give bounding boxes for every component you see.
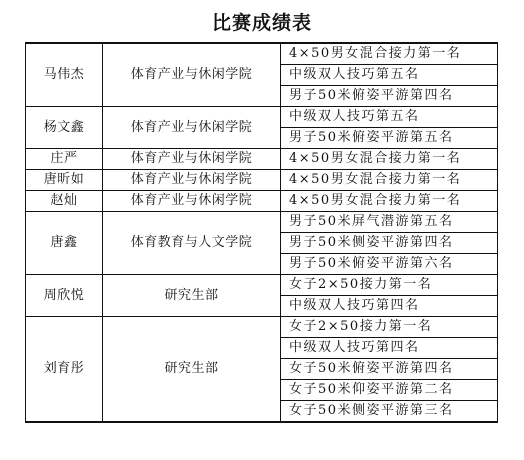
table-row — [26, 107, 498, 128]
award-cell: 女子50米俯姿平游第四名 — [281, 359, 498, 380]
table-row — [26, 170, 498, 191]
award-cell: 4×50男女混合接力第一名 — [281, 191, 498, 212]
college-name: 研究生部 — [103, 275, 281, 317]
college-name: 体育产业与休闲学院 — [103, 43, 281, 107]
athlete-name: 唐鑫 — [26, 212, 103, 275]
athlete-name: 马伟杰 — [26, 43, 103, 107]
table-row — [26, 149, 498, 170]
award-cell: 男子50米侧姿平游第四名 — [281, 233, 498, 254]
athlete-name: 周欣悦 — [26, 275, 103, 317]
award-cell: 男子50米俯姿平游第五名 — [281, 128, 498, 149]
college-name: 体育产业与休闲学院 — [103, 170, 281, 191]
award-cell: 男子50米俯姿平游第六名 — [281, 254, 498, 275]
award-cell: 中级双人技巧第四名 — [281, 296, 498, 317]
table-row — [26, 275, 498, 296]
award-cell: 4×50男女混合接力第一名 — [281, 170, 498, 191]
college-name: 体育产业与休闲学院 — [103, 107, 281, 149]
award-cell: 中级双人技巧第五名 — [281, 107, 498, 128]
college-name: 体育产业与休闲学院 — [103, 149, 281, 170]
award-cell: 女子2×50接力第一名 — [281, 317, 498, 338]
athlete-name: 杨文鑫 — [26, 107, 103, 149]
table-row — [26, 43, 498, 65]
table-row — [26, 212, 498, 233]
college-name: 研究生部 — [103, 317, 281, 423]
award-cell: 中级双人技巧第五名 — [281, 65, 498, 86]
award-cell: 男子50米俯姿平游第四名 — [281, 86, 498, 107]
table-row — [26, 317, 498, 338]
college-name: 体育教育与人文学院 — [103, 212, 281, 275]
award-cell: 男子50米屏气潜游第五名 — [281, 212, 498, 233]
award-cell: 女子50米侧姿平游第三名 — [281, 401, 498, 423]
award-cell: 4×50男女混合接力第一名 — [281, 43, 498, 65]
table-row — [26, 191, 498, 212]
award-cell: 女子2×50接力第一名 — [281, 275, 498, 296]
results-table — [25, 42, 498, 423]
page-title: 比赛成绩表 — [211, 12, 312, 34]
athlete-name: 赵灿 — [26, 191, 103, 212]
award-cell: 4×50男女混合接力第一名 — [281, 149, 498, 170]
athlete-name: 庄严 — [26, 149, 103, 170]
athlete-name: 刘育彤 — [26, 317, 103, 423]
award-cell: 中级双人技巧第四名 — [281, 338, 498, 359]
athlete-name: 唐昕如 — [26, 170, 103, 191]
college-name: 体育产业与休闲学院 — [103, 191, 281, 212]
award-cell: 女子50米仰姿平游第二名 — [281, 380, 498, 401]
